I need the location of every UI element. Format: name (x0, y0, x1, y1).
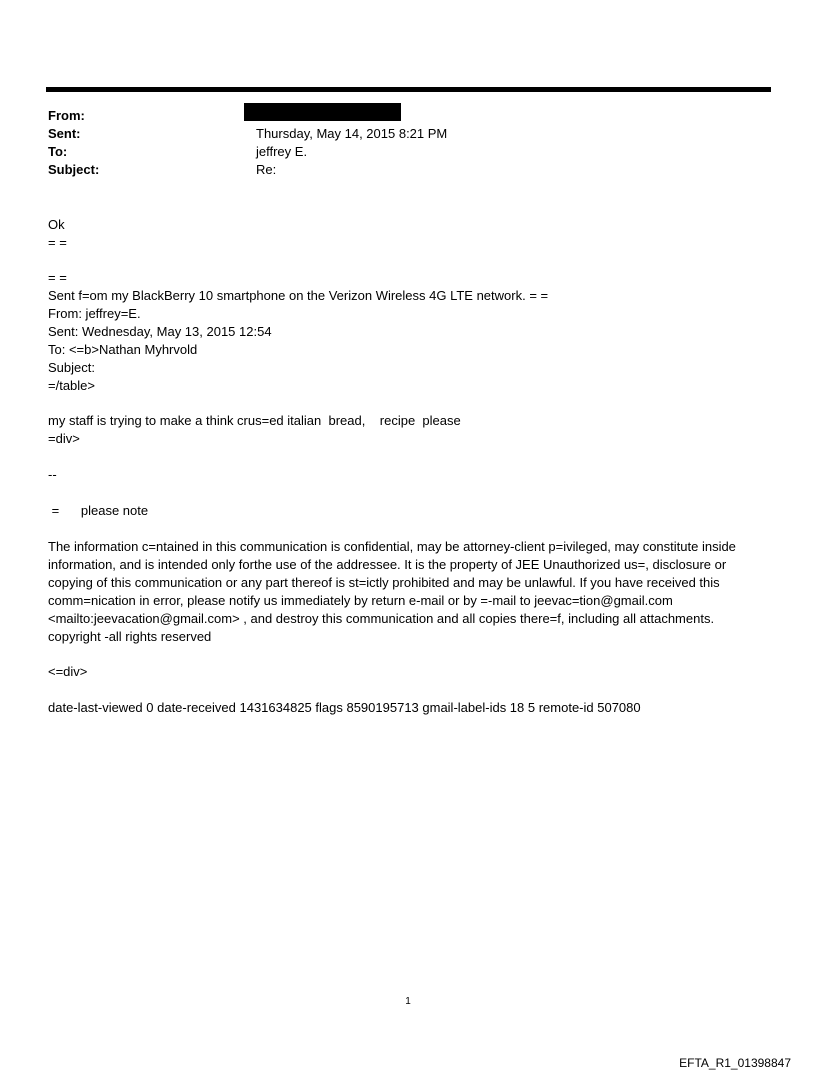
to-label: To: (48, 144, 68, 159)
body-line: Subject: (48, 360, 95, 375)
subject-value: Re: (256, 162, 277, 177)
forwarded-block (48, 269, 768, 395)
body-line: Ok (48, 217, 65, 232)
body-line: To: <=b>Nathan Myhrvold (48, 342, 198, 357)
metadata-line (48, 699, 768, 717)
closing-div (48, 663, 768, 681)
sent-value: Thursday, May 14, 2015 8:21 PM (256, 126, 448, 141)
header-rule (46, 87, 771, 92)
body-line: my staff is trying to make a think crus=ed italian bread, recipe please (48, 413, 461, 428)
body-line: = = (48, 235, 67, 250)
please-note (48, 502, 768, 520)
redaction-bar (244, 103, 401, 121)
body-line: = = (48, 270, 67, 285)
email-body-top (48, 216, 768, 252)
body-line: =div> (48, 431, 80, 446)
message-block (48, 412, 768, 448)
bates-number: EFTA_R1_01398847 (679, 1056, 791, 1070)
to-value: jeffrey E. (256, 144, 308, 159)
body-line: Sent f=om my BlackBerry 10 smartphone on the Verizon Wireless 4G LTE network. = = (48, 288, 549, 303)
body-line: Sent: Wednesday, May 13, 2015 12:54 (48, 324, 272, 339)
body-line: date-last-viewed 0 date-received 1431634825 flags 8590195713 gmail-label-ids 18 5 remote-id 507080 (48, 700, 641, 715)
body-line: = please note (48, 503, 149, 518)
body-line: <=div> (48, 664, 88, 679)
subject-label: Subject: (48, 162, 100, 177)
signature-separator (48, 466, 768, 484)
page-number: 1 (405, 996, 411, 1007)
body-line: From: jeffrey=E. (48, 306, 141, 321)
body-line: =/table> (48, 378, 95, 393)
confidentiality-disclaimer: The information c=ntained in this communication is confidential, may be attorney-client p=ivileged, may constitute inside information, and is intended only forthe use of the addressee. It is the property of JEE Unauthorized us=, disclosure or copying of this communication or any part thereof is st=ictly prohibited and may be unlawful. If you have received this comm=nication in error, please notify us immediately by return e-mail or by =-mail to jeevac=tion@gmail.com <mailto:jeevacation@gmail.com> , and destroy this communication and all copies there=f, including all attachments. copyright -all rights reserved (48, 539, 736, 644)
sent-label: Sent: (48, 126, 81, 141)
from-label: From: (48, 108, 85, 123)
body-line: -- (48, 467, 57, 482)
